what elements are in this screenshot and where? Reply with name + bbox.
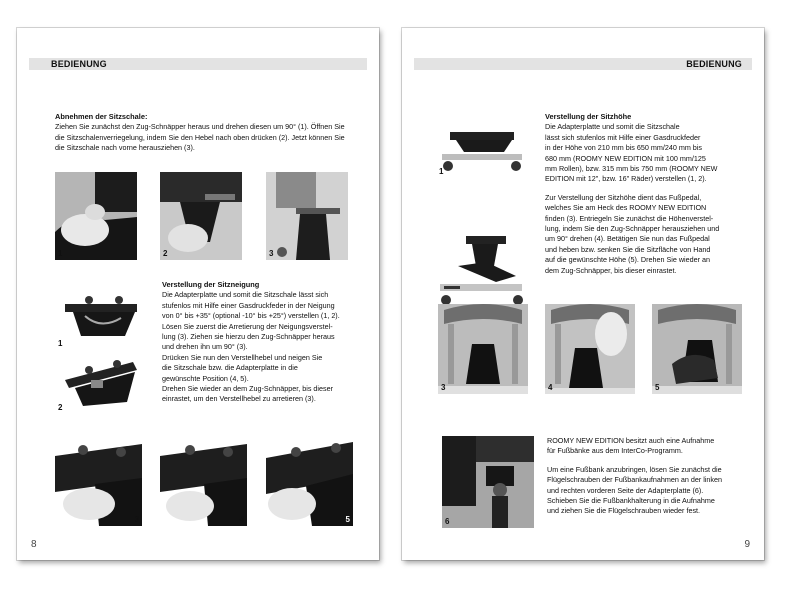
text-line: lung (3). Ziehen sie hierzu den Zug-Schnäpper heraus	[162, 332, 335, 342]
text-line: ROOMY NEW EDITION besitzt auch eine Aufnahme	[547, 436, 715, 445]
footrest-instructions	[547, 436, 759, 517]
photo-label: 4	[239, 515, 244, 524]
photo-label: 5	[345, 515, 350, 524]
photo-remove-step-1	[55, 172, 137, 260]
text-line: finden (3). Entriegeln Sie zunächst die Höhenverstel-	[545, 213, 714, 223]
photo-label: 3	[134, 515, 139, 524]
text-line: Schieben Sie die Fußbankhalterung in die Aufnahme	[547, 496, 715, 506]
photo-remove-step-3	[266, 172, 348, 260]
text-line: und heben bzw. senken Sie die Sitzfläche von Hand	[545, 244, 711, 254]
photo-height-1	[436, 122, 528, 174]
photo-label: 3	[269, 249, 274, 258]
text-line: in der Höhe von 210 mm bis 650 mm/240 mm bis	[545, 143, 702, 153]
text-line: Die Adapterplatte und somit die Sitzschale lässt sich	[162, 290, 329, 300]
photo-height-2	[436, 232, 528, 312]
text-line: von 0° bis +35° (optional -10° bis +25°) verstellen (1, 2).	[162, 311, 340, 321]
remove-seat-instructions	[55, 112, 375, 154]
text-line: lung, indem Sie den Zug-Schnäpper herausziehen und	[545, 224, 720, 234]
photo-tilt-1	[55, 290, 143, 348]
photo-label: 1	[439, 167, 444, 174]
text-line: dem Zug-Schnäpper, bis dieser einrastet.	[545, 265, 677, 275]
text-line: und rechten vorderen Seite der Adapterplatte (6).	[547, 485, 704, 495]
tilt-heading: Verstellung der Sitzneigung	[162, 280, 260, 289]
text-line: gewünschte Position (4, 5).	[162, 373, 249, 383]
text-line: 680 mm (ROOMY NEW EDITION mit 100 mm/125	[545, 153, 706, 163]
page-number: 9	[744, 539, 750, 550]
text-line: stufenlos mit Hilfe einer Gasdruckfeder in der Neigung	[162, 300, 335, 310]
text-line: um 90° drehen (4). Betätigen Sie nun das Fußpedal	[545, 234, 710, 244]
photo-label: 5	[655, 383, 660, 392]
remove-seat-heading: Abnehmen der Sitzschale:	[55, 112, 148, 121]
text-line: einrastet, um den Verstellhebel zu arretieren (3).	[162, 394, 316, 404]
text-line: die Sitzschalenverriegelung, indem Sie den Hebel nach oben drücken (2). Jetzt können Sie	[55, 132, 345, 142]
photo-label: 4	[548, 383, 553, 392]
text-line: Ziehen Sie zunächst den Zug-Schnäpper heraus und drehen diesen um 90° (1). Öffnen Sie	[55, 122, 345, 132]
photo-tilt-2	[55, 352, 143, 412]
text-line: Drücken Sie nun den Verstellhebel und neigen Sie	[162, 352, 323, 362]
page-number: 8	[31, 539, 37, 550]
text-line: und drehen ihn um 90° (3).	[162, 342, 248, 352]
photo-tilt-5	[266, 434, 353, 526]
text-line: Flügelschrauben der Fußbankaufnahmen an der linken	[547, 475, 723, 485]
photo-label: 2	[58, 403, 63, 412]
photo-height-4	[545, 304, 635, 394]
text-line: Zur Verstellung der Sitzhöhe dient das Fußpedal,	[545, 192, 702, 202]
photo-footrest-6	[442, 436, 534, 528]
tilt-instructions	[162, 280, 374, 405]
manual-page-left	[17, 28, 379, 560]
height-heading: Verstellung der Sitzhöhe	[545, 112, 632, 121]
text-line: Um eine Fußbank anzubringen, lösen Sie zunächst die	[547, 464, 722, 474]
text-line: Die Adapterplatte und somit die Sitzschale	[545, 122, 680, 132]
photo-height-5	[652, 304, 742, 394]
photo-label: 3	[441, 383, 446, 392]
text-line: Lösen Sie zuerst die Arretierung der Neigungsverstel-	[162, 321, 333, 331]
text-line: die Sitzschale bzw. die Adapterplatte in die	[162, 363, 298, 373]
photo-height-3	[438, 304, 528, 394]
text-line: EDITION mit 12", bzw. 16" Räder) verstellen (1, 2).	[545, 174, 707, 184]
photo-tilt-4	[160, 434, 247, 526]
photo-tilt-3	[55, 434, 142, 526]
height-instructions	[545, 112, 760, 276]
text-line: mm Rollen), bzw. 315 mm bis 750 mm (ROOMY NEW	[545, 164, 718, 174]
manual-page-right	[402, 28, 764, 560]
photo-label: 1	[58, 339, 63, 348]
photo-remove-step-2	[160, 172, 242, 260]
text-line: lässt sich stufenlos mit Hilfe einer Gasdruckfeder	[545, 132, 701, 142]
text-line: Drehen Sie wieder an dem Zug-Schnäpper, bis dieser	[162, 384, 333, 394]
section-header: BEDIENUNG	[414, 58, 752, 70]
text-line: und ziehen Sie die Flügelschrauben wieder fest.	[547, 506, 701, 516]
photo-label: 6	[445, 517, 450, 526]
text-line: auf die gewünschte Höhe (5). Drehen Sie wieder an	[545, 255, 711, 265]
text-line: die Sitzschale nach vorne herausziehen (3).	[55, 143, 195, 153]
photo-label: 1	[58, 249, 63, 258]
text-line: welches Sie am Heck des ROOMY NEW EDITION	[545, 203, 707, 213]
text-line: für Fußbänke aus dem InterCo-Programm.	[547, 446, 683, 456]
section-header: BEDIENUNG	[29, 58, 367, 70]
photo-label: 2	[163, 249, 168, 258]
